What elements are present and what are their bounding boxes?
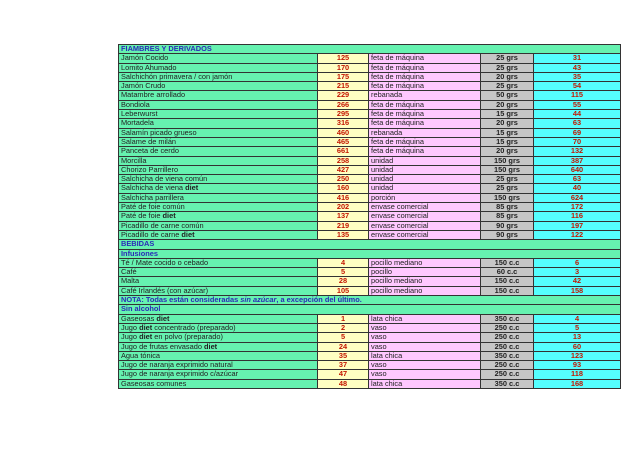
calories-per-100g: 250 — [318, 175, 369, 184]
calories-per-100g: 266 — [318, 100, 369, 109]
serving-size: 85 grs — [481, 212, 534, 221]
serving-unit: envase comercial — [369, 203, 481, 212]
serving-size: 150 c.c — [481, 286, 534, 295]
item-name-cell — [119, 175, 318, 184]
calories-per-serving: 3 — [534, 268, 621, 277]
calories-per-serving: 69 — [534, 128, 621, 137]
calories-per-100g: 416 — [318, 193, 369, 202]
serving-unit: lata chica — [369, 351, 481, 360]
diet-label: diet — [139, 323, 153, 332]
item-name: Gaseosas comunes — [121, 379, 187, 388]
item-name: Bondiola — [121, 100, 150, 109]
calories-per-100g: 135 — [318, 230, 369, 239]
item-name: Agua tónica — [121, 351, 161, 360]
serving-size: 150 c.c — [481, 277, 534, 286]
item-name: Jugo de naranja exprimido natural — [121, 360, 233, 370]
item-name-cell — [119, 91, 318, 100]
section-row — [119, 240, 621, 249]
table-row — [119, 268, 621, 277]
section-row — [119, 305, 621, 314]
serving-size: 250 c.c — [481, 342, 534, 351]
item-name: Jugo — [121, 332, 140, 342]
diet-label: diet — [204, 342, 218, 351]
serving-unit: feta de máquina — [369, 63, 481, 72]
table-row — [119, 212, 621, 221]
item-name-cell — [119, 370, 318, 379]
table-row — [119, 82, 621, 91]
item-name: Jamón Crudo — [121, 81, 166, 91]
table-row — [119, 286, 621, 295]
item-name: Salchicha parrillera — [121, 193, 184, 202]
item-name-cell — [119, 203, 318, 212]
table-row — [119, 165, 621, 174]
item-name: Picadillo de carne común — [121, 221, 204, 230]
item-name: Jugo de frutas envasado — [121, 342, 204, 351]
item-name: Lomito Ahumado — [121, 63, 177, 72]
serving-unit: vaso — [369, 323, 481, 332]
calories-per-serving: 6 — [534, 258, 621, 267]
calories-per-serving: 197 — [534, 221, 621, 230]
serving-size: 50 grs — [481, 91, 534, 100]
serving-size: 350 c.c — [481, 379, 534, 388]
item-name-cell — [119, 230, 318, 239]
item-name: Salchicha de viena común — [121, 174, 208, 184]
serving-size: 25 grs — [481, 82, 534, 91]
diet-label: diet — [185, 183, 199, 193]
serving-unit: feta de máquina — [369, 54, 481, 63]
calories-per-serving: 63 — [534, 119, 621, 128]
calories-per-100g: 170 — [318, 63, 369, 72]
serving-size: 25 grs — [481, 175, 534, 184]
item-name-cell — [119, 82, 318, 91]
calories-per-serving: 31 — [534, 54, 621, 63]
calories-per-serving: 13 — [534, 333, 621, 342]
calories-per-100g: 105 — [318, 286, 369, 295]
table-row — [119, 361, 621, 370]
calories-per-serving: 172 — [534, 203, 621, 212]
calories-per-100g: 460 — [318, 128, 369, 137]
item-name-cell — [119, 184, 318, 193]
note-text-end: , a excepción del último. — [276, 295, 362, 305]
section-title: BEBIDAS — [119, 240, 621, 249]
calories-per-serving: 54 — [534, 82, 621, 91]
serving-unit: pocillo — [369, 268, 481, 277]
table-row — [119, 100, 621, 109]
item-name-cell — [119, 221, 318, 230]
calories-per-serving: 43 — [534, 63, 621, 72]
calories-per-100g: 37 — [318, 361, 369, 370]
item-name: Leberwurst — [121, 109, 158, 119]
item-name-cell — [119, 342, 318, 351]
calories-per-100g: 661 — [318, 147, 369, 156]
diet-label: diet — [181, 230, 195, 239]
calories-per-serving: 5 — [534, 323, 621, 332]
calories-per-serving: 40 — [534, 184, 621, 193]
item-name: Paté de foie común — [121, 202, 185, 212]
item-name-cell — [119, 110, 318, 119]
table-row — [119, 277, 621, 286]
table-row — [119, 110, 621, 119]
calories-per-serving: 55 — [534, 100, 621, 109]
section-title: Sin alcohol — [119, 305, 621, 314]
calories-per-serving: 387 — [534, 156, 621, 165]
serving-size: 15 grs — [481, 110, 534, 119]
serving-size: 350 c.c — [481, 351, 534, 360]
item-name-cell — [119, 72, 318, 81]
section-title: FIAMBRES Y DERIVADOS — [119, 45, 621, 54]
table-row — [119, 54, 621, 63]
item-name-cell — [119, 63, 318, 72]
serving-unit: feta de máquina — [369, 147, 481, 156]
calories-per-100g: 4 — [318, 258, 369, 267]
table-row — [119, 203, 621, 212]
serving-unit: envase comercial — [369, 212, 481, 221]
serving-unit: vaso — [369, 370, 481, 379]
serving-unit: rebanada — [369, 128, 481, 137]
serving-unit: envase comercial — [369, 230, 481, 239]
item-name: Café Irlandés (con azúcar) — [121, 286, 209, 295]
calories-per-100g: 258 — [318, 156, 369, 165]
table-row — [119, 72, 621, 81]
serving-size: 90 grs — [481, 221, 534, 230]
table-row — [119, 184, 621, 193]
serving-unit: unidad — [369, 175, 481, 184]
table-row — [119, 230, 621, 239]
calories-per-serving: 4 — [534, 314, 621, 323]
item-name-cell — [119, 119, 318, 128]
table-row — [119, 156, 621, 165]
calories-per-serving: 122 — [534, 230, 621, 239]
serving-unit: porción — [369, 193, 481, 202]
calories-per-100g: 2 — [318, 323, 369, 332]
item-name-cell — [119, 128, 318, 137]
table-row — [119, 323, 621, 332]
serving-size: 150 grs — [481, 193, 534, 202]
serving-unit: vaso — [369, 333, 481, 342]
note-emphasis: sin azúcar — [240, 295, 277, 305]
calories-per-100g: 215 — [318, 82, 369, 91]
serving-size: 25 grs — [481, 63, 534, 72]
nutrition-table — [118, 44, 621, 389]
note-text: NOTA: Todas están consideradas — [121, 295, 241, 305]
calories-per-serving: 640 — [534, 165, 621, 174]
serving-size: 60 c.c — [481, 268, 534, 277]
serving-size: 15 grs — [481, 137, 534, 146]
serving-size: 250 c.c — [481, 361, 534, 370]
table-row — [119, 221, 621, 230]
serving-unit: rebanada — [369, 91, 481, 100]
item-name-suffix: en polvo (preparado) — [152, 332, 223, 342]
serving-unit: pocillo mediano — [369, 286, 481, 295]
serving-unit: feta de máquina — [369, 82, 481, 91]
section-row — [119, 45, 621, 54]
calories-per-100g: 137 — [318, 212, 369, 221]
serving-size: 350 c.c — [481, 314, 534, 323]
table-row — [119, 175, 621, 184]
calories-per-100g: 5 — [318, 333, 369, 342]
serving-unit: pocillo mediano — [369, 277, 481, 286]
diet-label: diet — [156, 314, 170, 323]
serving-size: 15 grs — [481, 128, 534, 137]
calories-per-serving: 60 — [534, 342, 621, 351]
calories-per-serving: 44 — [534, 110, 621, 119]
calories-per-100g: 229 — [318, 91, 369, 100]
serving-unit: vaso — [369, 342, 481, 351]
calories-per-100g: 35 — [318, 351, 369, 360]
calories-per-100g: 28 — [318, 277, 369, 286]
calories-per-100g: 160 — [318, 184, 369, 193]
item-name-cell — [119, 54, 318, 63]
item-name-cell — [119, 286, 318, 295]
item-name: Malta — [121, 276, 140, 286]
item-name: Café — [121, 267, 137, 277]
item-name: Panceta de cerdo — [121, 146, 179, 156]
serving-size: 90 grs — [481, 230, 534, 239]
serving-size: 20 grs — [481, 147, 534, 156]
diet-label: diet — [139, 332, 153, 342]
serving-size: 150 grs — [481, 156, 534, 165]
calories-per-100g: 219 — [318, 221, 369, 230]
calories-per-100g: 175 — [318, 72, 369, 81]
serving-unit: feta de máquina — [369, 137, 481, 146]
item-name: Paté de foie — [121, 211, 163, 221]
calories-per-serving: 93 — [534, 361, 621, 370]
calories-per-serving: 123 — [534, 351, 621, 360]
serving-unit: vaso — [369, 361, 481, 370]
calories-per-serving: 63 — [534, 175, 621, 184]
serving-unit: unidad — [369, 156, 481, 165]
calories-per-serving: 116 — [534, 212, 621, 221]
serving-size: 250 c.c — [481, 370, 534, 379]
serving-unit: feta de máquina — [369, 100, 481, 109]
serving-unit: pocillo mediano — [369, 258, 481, 267]
table-row — [119, 342, 621, 351]
serving-size: 85 grs — [481, 203, 534, 212]
serving-unit: unidad — [369, 165, 481, 174]
calories-per-100g: 125 — [318, 54, 369, 63]
serving-unit: feta de máquina — [369, 110, 481, 119]
table-row — [119, 91, 621, 100]
item-name-cell — [119, 100, 318, 109]
item-name-cell — [119, 165, 318, 174]
serving-size: 25 grs — [481, 184, 534, 193]
table-row — [119, 119, 621, 128]
item-name-cell — [119, 268, 318, 277]
item-name-cell — [119, 333, 318, 342]
item-name-cell — [119, 258, 318, 267]
serving-size: 150 c.c — [481, 258, 534, 267]
calories-per-100g: 295 — [318, 110, 369, 119]
calories-per-serving: 70 — [534, 137, 621, 146]
serving-size: 250 c.c — [481, 333, 534, 342]
item-name-cell — [119, 351, 318, 360]
serving-size: 250 c.c — [481, 323, 534, 332]
calories-per-serving: 35 — [534, 72, 621, 81]
item-name-cell — [119, 212, 318, 221]
note-row — [119, 296, 621, 305]
table-row — [119, 147, 621, 156]
item-name-cell — [119, 193, 318, 202]
table-row — [119, 63, 621, 72]
serving-size: 150 grs — [481, 165, 534, 174]
serving-size: 25 grs — [481, 54, 534, 63]
calories-per-100g: 24 — [318, 342, 369, 351]
table-row — [119, 379, 621, 388]
calories-per-100g: 48 — [318, 379, 369, 388]
calories-per-serving: 42 — [534, 277, 621, 286]
item-name-cell — [119, 156, 318, 165]
item-name: Morcilla — [121, 156, 147, 165]
item-name: Matambre arrollado — [121, 90, 186, 100]
serving-unit: envase comercial — [369, 221, 481, 230]
serving-size: 20 grs — [481, 100, 534, 109]
item-name-cell — [119, 379, 318, 388]
note-cell — [119, 296, 621, 305]
item-name-cell — [119, 323, 318, 332]
item-name-cell — [119, 361, 318, 370]
item-name: Salchichón primavera / con jamón — [121, 72, 233, 81]
diet-label: diet — [162, 211, 176, 221]
item-name-cell — [119, 137, 318, 146]
item-name: Jamón Cocido — [121, 53, 169, 63]
item-name: Jugo — [121, 323, 140, 332]
table-row — [119, 333, 621, 342]
calories-per-100g: 5 — [318, 268, 369, 277]
table-row — [119, 370, 621, 379]
calories-per-serving: 118 — [534, 370, 621, 379]
serving-unit: lata chica — [369, 314, 481, 323]
table-row — [119, 193, 621, 202]
table-row — [119, 314, 621, 323]
serving-unit: unidad — [369, 184, 481, 193]
serving-unit: feta de máquina — [369, 72, 481, 81]
item-name: Salamín picado grueso — [121, 128, 197, 137]
table-row — [119, 258, 621, 267]
item-name: Mortadela — [121, 118, 154, 128]
serving-size: 20 grs — [481, 119, 534, 128]
calories-per-100g: 1 — [318, 314, 369, 323]
calories-per-serving: 168 — [534, 379, 621, 388]
serving-unit: feta de máquina — [369, 119, 481, 128]
serving-unit: lata chica — [369, 379, 481, 388]
calories-per-serving: 132 — [534, 147, 621, 156]
item-name-suffix: concentrado (preparado) — [152, 323, 236, 332]
section-title: Infusiones — [119, 249, 621, 258]
calories-per-100g: 47 — [318, 370, 369, 379]
table-row — [119, 351, 621, 360]
section-row — [119, 249, 621, 258]
item-name-cell — [119, 277, 318, 286]
table-row — [119, 137, 621, 146]
calories-per-serving: 115 — [534, 91, 621, 100]
item-name: Té / Mate cocido o cebado — [121, 258, 209, 267]
item-name: Salchicha de viena — [121, 183, 186, 193]
calories-per-100g: 427 — [318, 165, 369, 174]
item-name-cell — [119, 147, 318, 156]
calories-per-serving: 158 — [534, 286, 621, 295]
calories-per-100g: 316 — [318, 119, 369, 128]
serving-size: 20 grs — [481, 72, 534, 81]
table-row — [119, 128, 621, 137]
item-name-cell — [119, 314, 318, 323]
calories-per-100g: 465 — [318, 137, 369, 146]
calories-per-serving: 624 — [534, 193, 621, 202]
item-name: Jugo de naranja exprimido c/azúcar — [121, 369, 239, 379]
item-name: Picadillo de carne — [121, 230, 182, 239]
item-name: Chorizo Parrillero — [121, 165, 179, 174]
nutrition-table-body — [119, 45, 621, 389]
item-name: Salame de milán — [121, 137, 177, 146]
calories-per-100g: 202 — [318, 203, 369, 212]
item-name: Gaseosas — [121, 314, 157, 323]
